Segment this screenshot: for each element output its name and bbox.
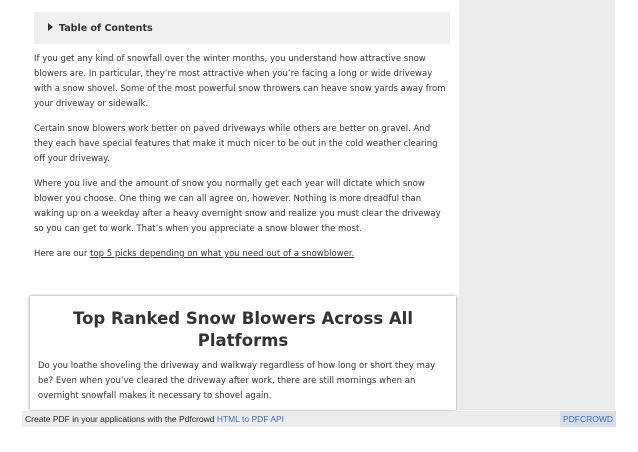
footer-text [25,414,284,424]
picks-prefix: Here are our [34,249,91,259]
article-body [34,52,448,272]
pdfcrowd-brand-link[interactable]: PDFCROWD [560,411,616,427]
pdfcrowd-footer [22,411,616,427]
paragraph-location: Where you live and the amount of snow you normally get each year will dictate which snow blower you choose. One thing we can all agree on, however. Nothing is more dreadful than waking up on a weekday after a heavy overnight snow and realize you must clear the driveway so you can get to work. That’s when you appreciate a snow blower the most. [34,179,441,234]
paragraph-surfaces: Certain snow blowers work better on paved driveways while others are better on gravel. And they each have special features that make it much nicer to be out in the cold weather clearing off your driveway. [34,124,438,164]
card-title: Top Ranked Snow Blowers Across All Platforms [73,309,413,350]
footer-text-prefix: Create PDF in your applications with the Pdfcrowd [25,414,217,424]
sidebar [459,0,615,410]
paragraph-picks [34,247,448,262]
caret-right-icon [48,23,53,31]
top-ranked-card [30,296,456,410]
top-picks-link[interactable]: top 5 picks depending on what you need out of a snowblower. [90,249,355,259]
html-to-pdf-api-link[interactable]: HTML to PDF API [216,414,285,424]
card-body: Do you loathe shoveling the driveway and walkway regardless of how long or short they may be? Even when you’ve cleared the driveway after work, there are still mornings when an overnight snowfall makes it necessary to shovel again. [38,361,436,401]
toc-label: Table of Contents [59,22,153,34]
paragraph-intro: If you get any kind of snowfall over the winter months, you understand how attractive snow blowers are. In particular, they’re most attractive when you’re facing a long or wide driveway with a snow shovel. Some of the most powerful snow throwers can heave snow yards away from your driveway or sidewalk. [34,54,446,109]
table-of-contents-toggle[interactable] [34,12,450,44]
